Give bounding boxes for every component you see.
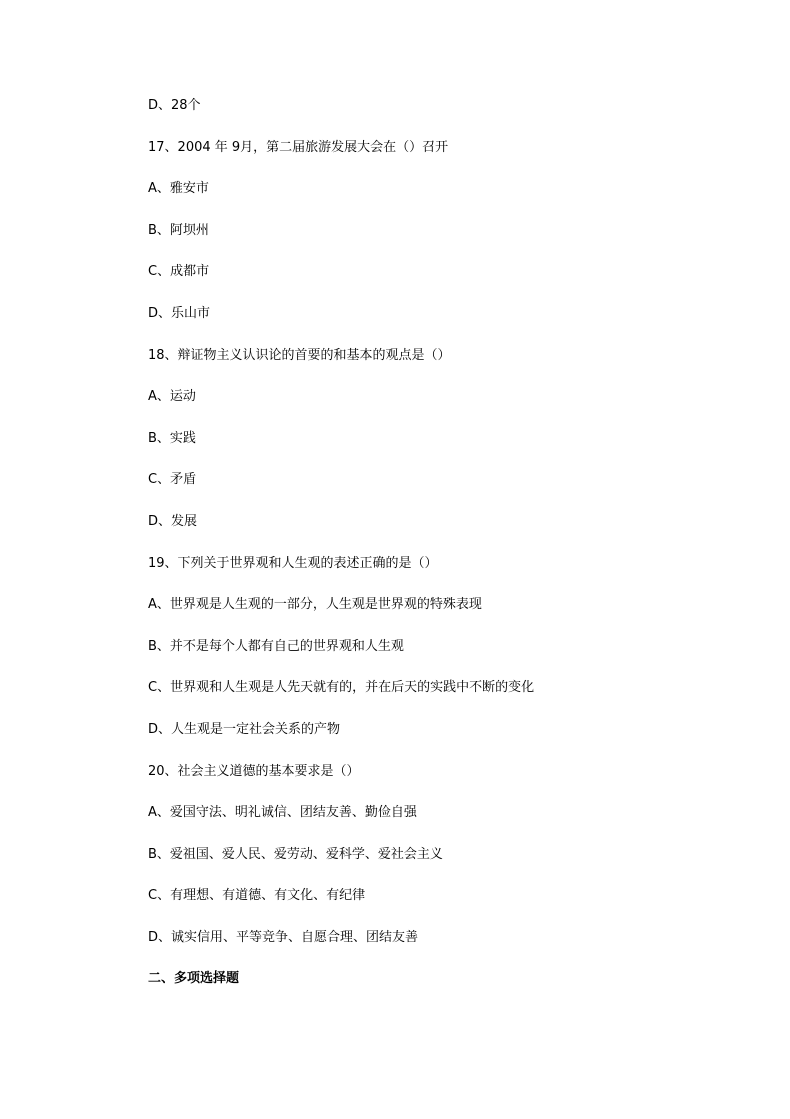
option-16-d: D、28个 [148,98,201,113]
option-18-c: C、矛盾 [148,472,197,488]
document-page [148,96,748,1011]
option-18-a: A、运动 [148,389,196,405]
section-title: 二、多项选择题 [148,971,240,987]
option-18-d: D、发展 [148,513,198,529]
option-20-d: D、诚实信用、平等竞争、自愿合理、团结友善 [148,929,419,945]
option-19-b: B、并不是每个人都有自己的世界观和人生观 [148,638,404,654]
option-18-b: B、实践 [148,430,196,446]
question-19: 19、下列关于世界观和人生观的表述正确的是（） [148,555,438,571]
option-17-b: B、阿坝州 [148,222,209,238]
option-17-a: A、雅安市 [148,181,209,197]
option-20-b: B、爱祖国、爱人民、爱劳动、爱科学、爱社会主义 [148,846,443,862]
question-17: 17、2004 年 9月，第二届旅游发展大会在（）召开 [148,139,449,155]
option-17-d: D、乐山市 [148,305,211,321]
question-20: 20、社会主义道德的基本要求是（） [148,763,360,779]
option-20-a: A、爱国守法、明礼诚信、团结友善、勤俭自强 [148,805,417,821]
question-18: 18、辩证物主义认识论的首要的和基本的观点是（） [148,347,451,363]
option-19-a: A、世界观是人生观的一部分，人生观是世界观的特殊表现 [148,597,482,613]
option-17-c: C、成都市 [148,264,210,280]
option-19-d: D、人生观是一定社会关系的产物 [148,721,341,737]
option-19-c: C、世界观和人生观是人先天就有的，并在后天的实践中不断的变化 [148,680,535,696]
option-20-c: C、有理想、有道德、有文化、有纪律 [148,888,366,904]
